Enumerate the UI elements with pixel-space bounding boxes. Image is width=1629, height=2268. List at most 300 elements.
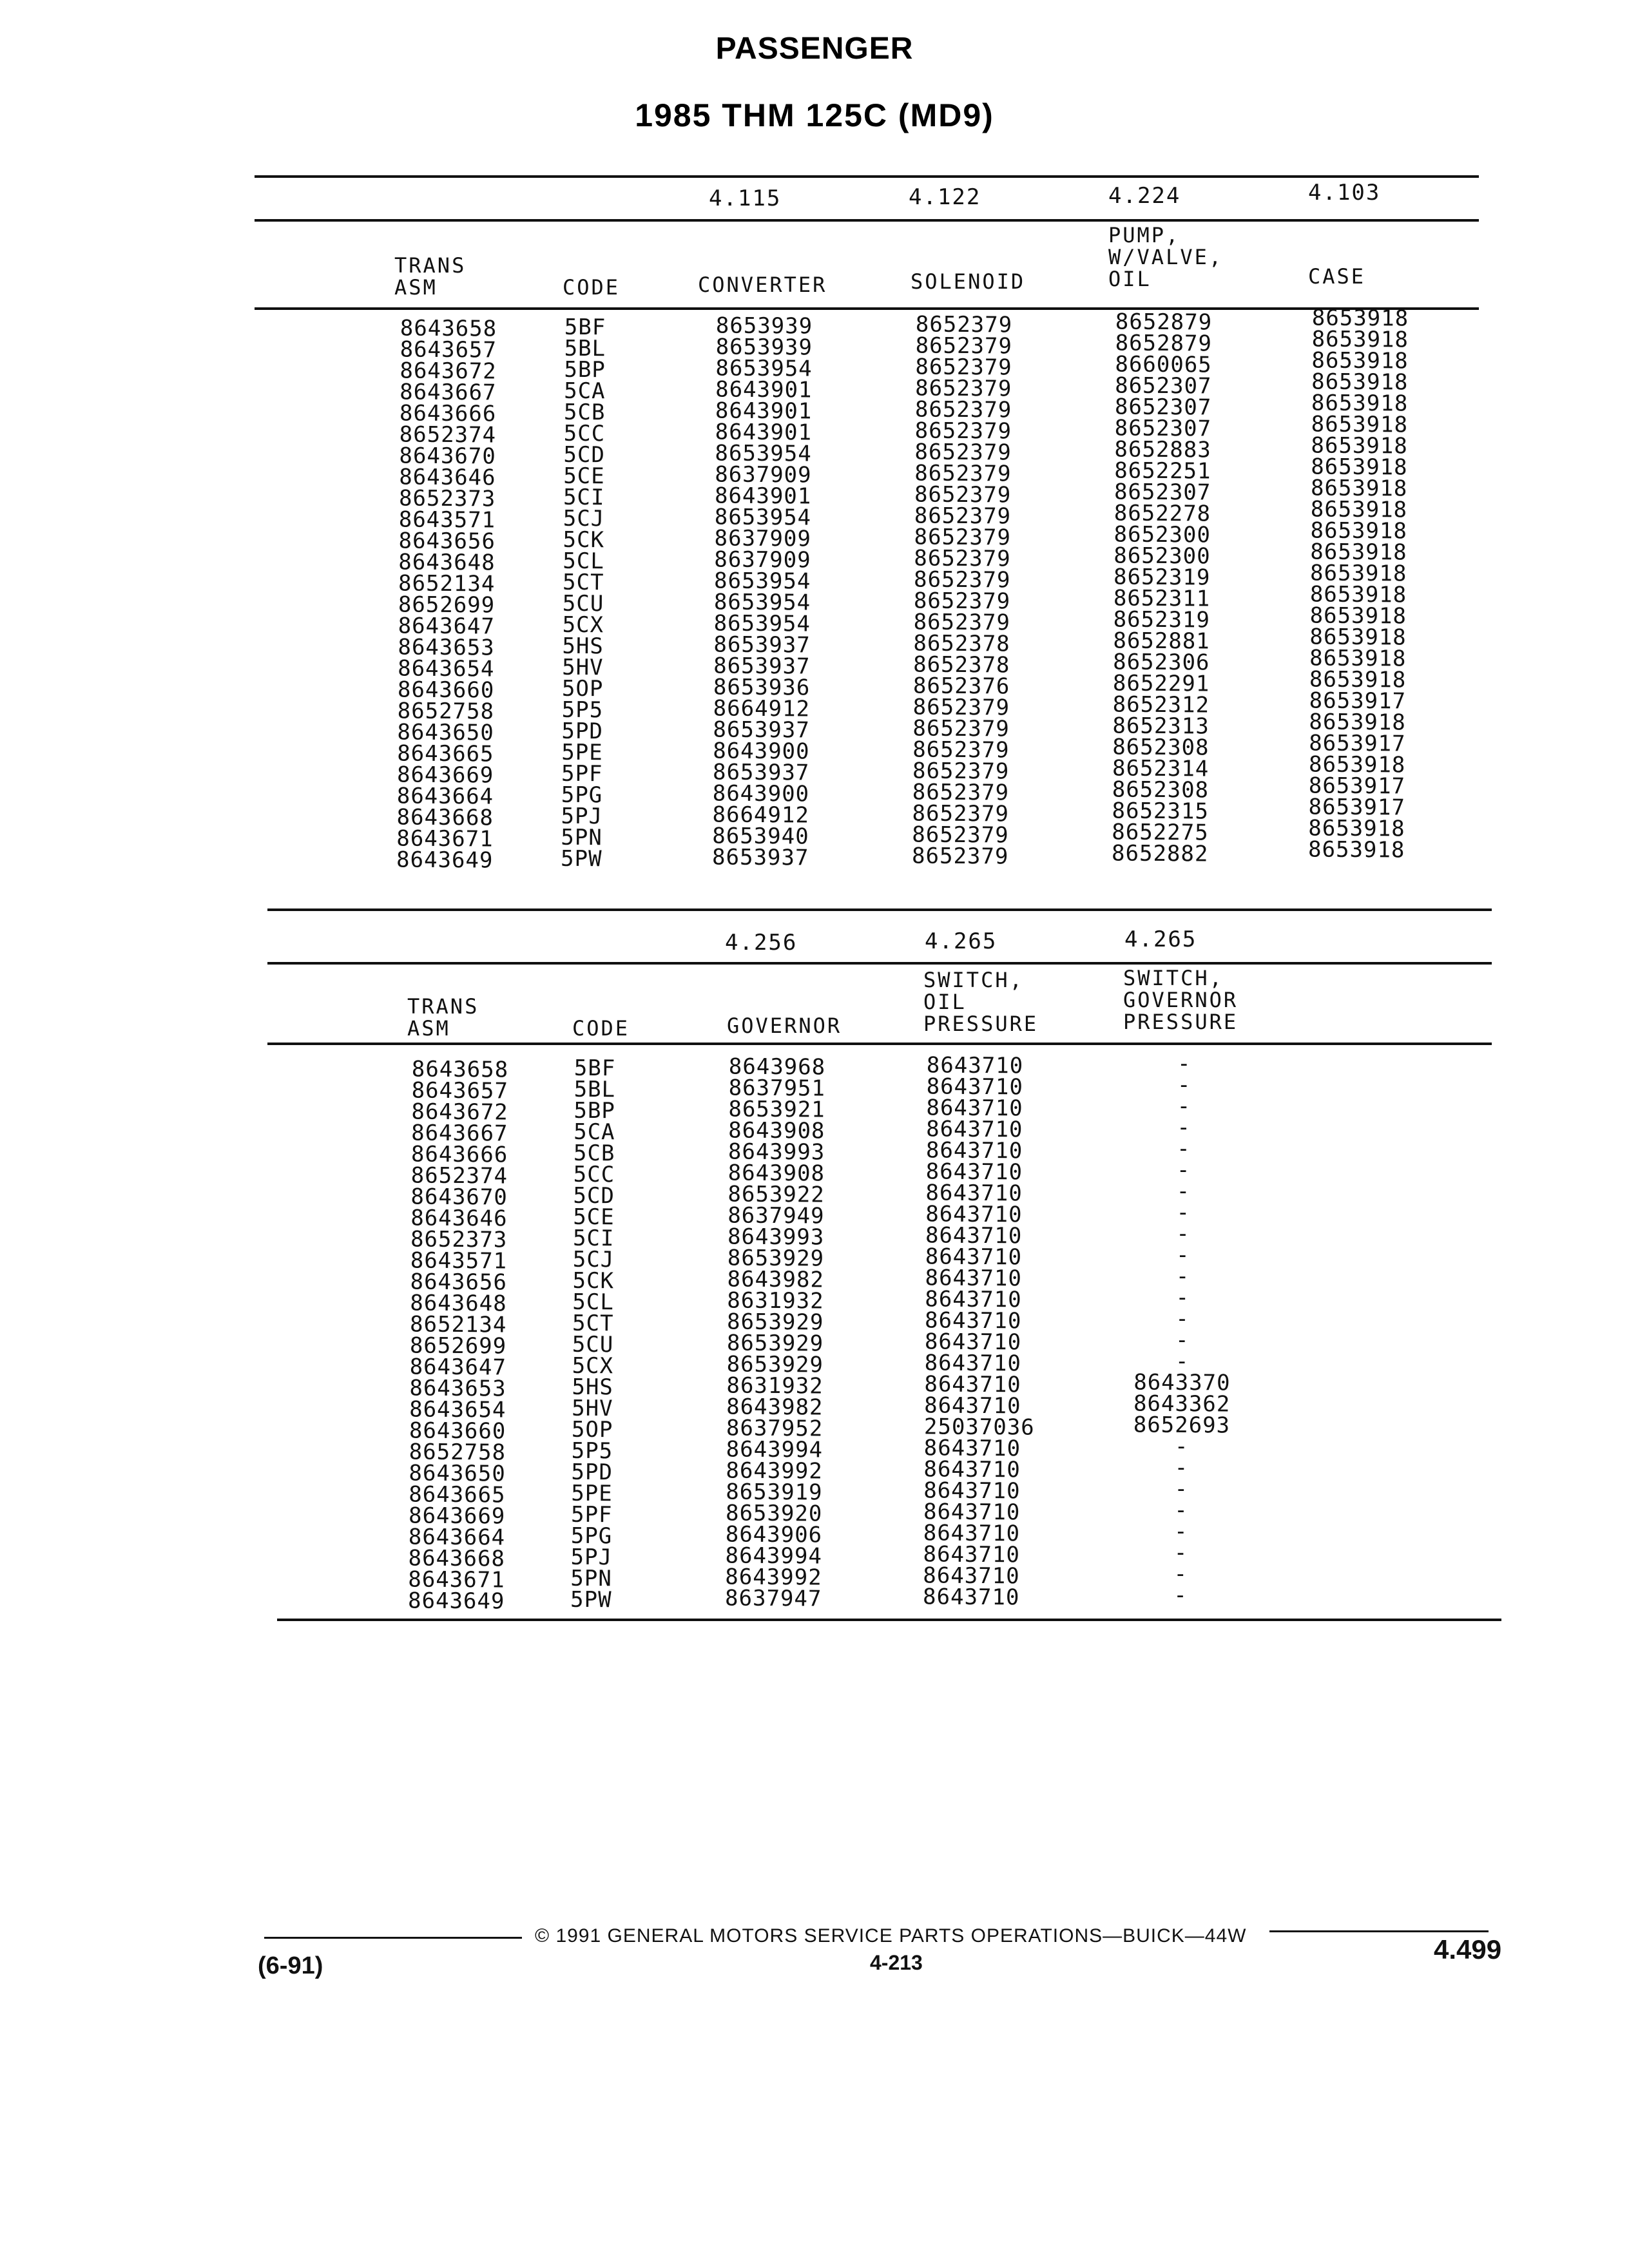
table-cell: 8643664 [408,1524,506,1551]
ref-oil-switch: 4.265 [925,928,998,954]
table-cell: 8653919 [726,1479,823,1506]
table-cell: 8652275 [1112,819,1209,846]
header-solenoid: SOLENOID [911,269,1026,294]
table-cell: 8652379 [914,439,1012,466]
table-cell: 8643666 [399,400,497,427]
header-trans-asm: TRANS ASM [394,253,467,300]
table-cell: 8643671 [408,1566,505,1593]
table-cell: 5HS [572,1374,613,1401]
table-cell: 8652379 [912,715,1010,742]
table-cell: 25037036 [923,1414,1035,1441]
table-cell: 5BL [574,1076,616,1103]
table-cell: 8652379 [914,396,1012,423]
table-cell: 5PW [560,845,602,872]
table-cell: 8653917 [1309,730,1406,757]
table-cell: 8653918 [1307,836,1405,863]
table-cell: 5PF [561,760,603,787]
table-cell: 8643901 [715,419,813,446]
table-cell: 8652379 [915,354,1012,381]
table-cell: - [1175,1348,1190,1375]
table-cell: 8643362 [1133,1390,1231,1418]
table-cell: 8653937 [713,716,810,744]
table-cell: 8637909 [714,525,812,552]
table-cell: 8643670 [399,443,496,470]
table-cell: 8653918 [1310,517,1408,544]
table-cell: 8631932 [727,1287,824,1314]
table-cell: - [1175,1242,1190,1269]
table-cell: 8643654 [398,655,495,682]
table-cell: 8653918 [1311,347,1409,374]
table-cell: 8643908 [728,1160,825,1187]
column2-oil-switch [922,1052,1037,1611]
table-cell: 8653922 [728,1181,825,1208]
table-cell: 8643710 [926,1052,1024,1079]
table-cell: 8653918 [1311,454,1408,481]
table-cell: 5PJ [570,1544,613,1571]
table-cell: - [1173,1561,1188,1588]
table-cell: 5OP [561,675,604,702]
table-cell: 8652879 [1115,330,1213,357]
table-cell: 8653954 [713,589,811,616]
table-cell: 8643901 [715,376,813,403]
table-cell: 8653918 [1311,369,1409,396]
table-cell: 8652379 [914,481,1012,508]
table-cell: 5CX [562,611,604,639]
table-cell: 5CI [563,484,605,511]
table-cell: 8643667 [411,1120,508,1147]
table-cell: 5PD [571,1459,613,1486]
table-cell: 5P5 [561,697,604,724]
table-cell: 8643710 [923,1520,1021,1547]
table-cell: 8643901 [714,483,812,510]
header-code: CODE [563,275,621,300]
table-cell: 8653918 [1309,645,1407,672]
table-cell: 8643672 [411,1099,508,1126]
table-cell: 8653918 [1310,475,1408,502]
footer-page-sub: 4-213 [870,1951,923,1974]
table-cell: 8643658 [400,315,497,342]
table-cell: 8643653 [398,634,495,661]
table-cell: 8653929 [726,1330,824,1357]
header2-code: CODE [572,1016,630,1041]
table-cell: 8652379 [912,736,1010,764]
table-cell: 8652378 [913,630,1010,657]
table-cell: 8653937 [713,653,811,680]
table-cell: 8660065 [1115,351,1212,378]
table-cell: 8631932 [726,1372,824,1399]
table-cell: 8653918 [1309,624,1407,651]
table-cell: 8652134 [398,570,496,597]
table-cell: 8643992 [725,1564,822,1591]
table-cell: 8653918 [1311,390,1409,417]
table-cell: 8643994 [725,1542,823,1570]
table-cell: 8643900 [712,780,810,807]
table-cell: 8637947 [724,1585,822,1612]
table-cell: 5CX [572,1352,614,1379]
table-cell: 8643710 [925,1244,1023,1271]
table-cell: 8652308 [1112,734,1210,761]
table-cell: 8643672 [400,358,497,385]
table-cell: - [1177,1093,1191,1120]
table-cell: - [1175,1263,1190,1290]
header2-trans-asm: TRANS ASM [407,994,479,1041]
table-cell: 8652307 [1114,394,1212,421]
table-cell: 8643710 [923,1562,1020,1590]
table-cell: 8652307 [1114,415,1212,442]
table-cell: 8643649 [407,1588,505,1615]
table-cell: 8653954 [713,610,811,637]
table-cell: 8653954 [715,355,813,382]
table-cell: 8643710 [924,1329,1022,1356]
column2-governor-switch [1126,1050,1239,1609]
table-cell: 8643656 [398,528,496,555]
table-cell: 8643654 [409,1396,506,1423]
table-cell: 8643671 [396,825,494,852]
table-cell: 5PW [570,1586,612,1613]
table-cell: 8643906 [725,1521,823,1548]
table-cell: 8652376 [912,673,1010,700]
table-cell: 8653917 [1308,794,1406,821]
footer-copyright: © 1991 GENERAL MOTORS SERVICE PARTS OPERATIONS—BUICK—44W [535,1925,1247,1946]
footer-rule-right [1269,1930,1489,1932]
table-cell: 5PE [561,739,603,766]
table-cell: 8643901 [715,398,813,425]
table-cell: 8652251 [1114,457,1211,485]
table-cell: 5PE [571,1480,613,1507]
table-cell: 5HV [562,654,604,681]
page-title: PASSENGER [715,32,914,66]
table-cell: 8643656 [410,1269,508,1296]
table-cell: 8653940 [712,823,809,850]
header-pump: PUMP, W/VALVE, OIL [1108,223,1224,291]
table-cell: 8652699 [409,1332,507,1360]
table-cell: 8652379 [914,460,1012,487]
table-cell: 8643670 [410,1184,508,1211]
table-cell: 8643646 [399,464,496,491]
table-cell: 8643710 [924,1371,1021,1398]
ref-solenoid: 4.122 [909,184,981,210]
table-cell: 8637909 [715,461,812,488]
table-cell: 5CJ [563,505,605,532]
table-cell: 8652693 [1133,1412,1231,1439]
table-cell: 5BF [574,1055,616,1082]
table-cell: 5CA [564,378,606,405]
table-cell: 8643710 [925,1137,1023,1164]
table-cell: 8643710 [925,1201,1023,1228]
table-cell: 8653929 [726,1351,824,1378]
table-cell: 8643649 [396,847,494,874]
table-cell: 8653921 [728,1096,825,1123]
table-cell: - [1174,1454,1189,1481]
table-cell: 8643650 [409,1460,506,1487]
footer-rule-left [264,1937,522,1939]
table-cell: 5OP [571,1416,613,1443]
table-cell: 5BL [564,335,606,362]
table-cell: 8643370 [1133,1369,1231,1396]
table-cell: 8652300 [1113,543,1211,570]
table-cell: 8652319 [1113,564,1211,591]
table-cell: 8652379 [914,545,1011,572]
table-cell: 8643710 [923,1456,1021,1483]
table-cell: 8643710 [924,1350,1022,1377]
table-cell: 8652379 [912,822,1009,849]
header-converter: CONVERTER [698,273,827,297]
table-cell: 8643982 [727,1266,825,1293]
table-cell: - [1175,1305,1190,1332]
table-cell: 8643667 [400,379,497,406]
table-cell: 8643647 [398,613,496,640]
table-cell: 5HV [572,1395,613,1422]
table-cell: 8643982 [726,1394,824,1421]
table-cell: - [1176,1157,1191,1184]
table-cell: 5CB [573,1140,615,1167]
table-cell: 8643710 [923,1435,1021,1462]
ref-case: 4.103 [1308,180,1381,206]
ref-governor-switch: 4.265 [1124,927,1197,952]
table-cell: 8653918 [1311,326,1409,353]
table-cell: 8653936 [713,674,811,701]
table-cell: 8643993 [727,1224,825,1251]
table-cell: 5CT [562,569,604,596]
table-cell: 5BP [564,356,606,383]
table-cell: 8653920 [725,1500,823,1527]
table-cell: - [1173,1582,1188,1609]
table-cell: 8653918 [1309,666,1407,693]
table-cell: 8643710 [922,1584,1020,1611]
table-cell: 8643665 [397,740,494,767]
table-cell: 5PD [561,718,604,745]
table-cell: 8643710 [923,1499,1021,1526]
table-cell: 8652379 [911,843,1009,870]
table-cell: 5CD [563,441,606,468]
table-cell: 8643664 [396,783,494,810]
table-cell: 8643668 [396,804,494,831]
table-cell: 8652379 [912,779,1010,806]
table-cell: 8643994 [726,1436,824,1463]
table-cell: 8652308 [1112,776,1210,803]
table-cell: 5CD [573,1182,615,1209]
table-cell: 8653918 [1309,581,1407,608]
table-cell: 8653918 [1309,709,1406,736]
ref-pump: 4.224 [1108,183,1181,209]
table-cell: 5PN [570,1565,612,1592]
table-cell: 5CE [573,1204,615,1231]
table-cell: 5PJ [561,803,603,830]
table-cell: 8652312 [1112,691,1210,718]
table-cell: 8643571 [398,506,496,533]
table-cell: 8653954 [715,440,812,467]
table-cell: 8652307 [1113,479,1211,506]
table-cell: 8653937 [711,844,809,871]
table-cell: 8643648 [410,1290,507,1317]
table-cell: 5CT [572,1310,614,1337]
table-cell: 8643992 [726,1457,823,1485]
table-cell: - [1177,1050,1191,1077]
table-cell: 5CB [563,399,606,426]
table-cell: 5CL [563,548,604,575]
header2-oil-switch: SWITCH, OIL PRESSURE [923,968,1039,1036]
column2-governor [724,1053,826,1612]
table-cell: 5P5 [571,1437,613,1465]
table-cell: 8652879 [1115,309,1213,336]
table-cell: 8643650 [397,719,494,746]
table-cell: - [1173,1539,1188,1566]
table-cell: 8652313 [1112,713,1210,740]
table-cell: 5CC [563,420,606,447]
table-cell: 8643710 [925,1180,1023,1207]
table-cell: 8643653 [409,1375,506,1402]
table-cell: 8643669 [408,1503,506,1530]
table-cell: 8652379 [912,758,1010,785]
table-cell: - [1176,1199,1191,1226]
table-cell: 5PN [561,824,602,851]
header-case: CASE [1308,264,1366,289]
table-cell: 5CE [563,463,605,490]
table-cell: 8643710 [926,1116,1023,1143]
table-cell: 8652881 [1113,628,1210,655]
table-cell: 8643710 [925,1286,1022,1313]
table-cell: 8653918 [1311,411,1409,438]
table-cell: - [1173,1518,1188,1545]
ref-governor: 4.256 [725,930,798,956]
table-cell: 8652379 [914,418,1012,445]
table-cell: 8652883 [1114,436,1211,463]
table-cell: - [1176,1178,1191,1205]
table-cell: 8652379 [912,694,1010,721]
table-cell: 8664912 [713,695,811,722]
table-cell: 5PG [561,782,603,809]
table-cell: 8652379 [915,332,1013,360]
table-cell: 8643646 [410,1205,508,1232]
table-cell: 8643710 [923,1541,1021,1568]
table-cell: 8643657 [411,1077,509,1104]
table-cell: 5CC [573,1161,615,1188]
table-cell: 8653918 [1310,496,1408,523]
table-cell: 8652379 [915,311,1013,338]
table-cell: 8652374 [399,421,497,448]
table-cell: 8653918 [1309,602,1407,629]
table-cell: 8643665 [409,1481,506,1508]
table-cell: - [1177,1135,1191,1162]
table-cell: 8652291 [1112,670,1210,697]
table-cell: 8652379 [914,503,1012,530]
header2-governor-switch: SWITCH, GOVERNOR PRESSURE [1123,966,1239,1034]
table-cell: 8637949 [728,1202,825,1229]
table-cell: 8643710 [926,1073,1024,1100]
table-cell: 8643710 [925,1265,1023,1292]
table-cell: 8643710 [923,1477,1021,1504]
table-cell: 8652278 [1113,500,1211,527]
table-cell: 8643710 [924,1307,1022,1334]
table-cell: 8652379 [914,524,1012,551]
table-cell: 5CK [572,1267,615,1294]
table-cell: 8643710 [925,1222,1023,1249]
table-cell: 8643669 [396,762,494,789]
table-cell: 8643660 [397,677,495,704]
table-cell: 8653917 [1309,687,1407,715]
table-cell: 8652306 [1113,649,1210,676]
table-cell: 8652315 [1112,798,1210,825]
table-cell: 8653939 [715,334,813,361]
table-cell: 5CA [574,1119,615,1146]
table-cell: 5CK [563,526,605,553]
table-cell: - [1174,1433,1189,1460]
table-cell: 5PG [570,1523,613,1550]
table-cell: 8653918 [1311,305,1409,332]
table-cell: 8653918 [1308,751,1406,778]
table-cell: 8653917 [1308,773,1406,800]
column2-code [570,1055,616,1613]
table-cell: 8643647 [409,1354,507,1381]
table-cell: 8643968 [728,1053,826,1081]
table-cell: 8637952 [726,1415,824,1442]
table-cell: 5CL [572,1289,614,1316]
table-cell: 8653954 [714,504,812,531]
column2-trans-asm [407,1056,509,1615]
table-cell: 8652134 [409,1311,507,1338]
table-cell: 8643710 [924,1392,1021,1419]
table-cell: 8643666 [410,1141,508,1168]
table-cell: 5CJ [572,1246,615,1273]
table-cell: - [1177,1072,1191,1099]
table-cell: 8653937 [713,631,811,658]
table-cell: - [1175,1284,1190,1311]
footer-page-number: 4.499 [1434,1934,1502,1965]
ref-converter: 4.115 [709,186,782,211]
table-cell: 8653939 [715,312,813,340]
table-cell: 8653929 [726,1309,824,1336]
table-cell: 5BP [574,1097,615,1124]
table-cell: 8643668 [408,1545,506,1572]
header2-governor: GOVERNOR [727,1014,842,1038]
table-cell: 8652379 [915,375,1012,402]
table-cell: - [1175,1327,1190,1354]
table-cell: 8652758 [397,698,495,725]
table-cell: 8643657 [400,336,497,363]
table-cell: 8652373 [410,1226,508,1253]
table-cell: 8653918 [1309,560,1407,587]
table-cell: 5HS [562,633,604,660]
table-cell: 8637909 [714,546,811,573]
table-cell: 8652699 [398,591,496,619]
table-cell: 8643648 [398,549,496,576]
table-cell: 8653937 [712,759,810,786]
table-cell: 5PF [570,1501,613,1528]
page-subtitle: 1985 THM 125C (MD9) [635,97,994,133]
table-cell: 8643571 [410,1247,508,1274]
table-cell: 8652373 [398,485,496,512]
table-cell: 8652311 [1113,585,1211,612]
table-cell: 8643710 [926,1095,1023,1122]
table-cell: 8652379 [913,609,1011,636]
table-cell: 8652758 [409,1439,506,1466]
table-cell: 5BF [564,314,606,341]
table-cell: 8652319 [1113,606,1211,633]
table-cell: - [1174,1497,1188,1524]
table-cell: 8653929 [727,1245,825,1272]
table-cell: 8652379 [913,588,1011,615]
table-cell: 8643908 [728,1117,825,1144]
table-cell: 8652314 [1112,755,1210,782]
table-cell: 8653918 [1311,432,1408,459]
table-cell: 8643993 [728,1139,825,1166]
table-cell: 8653918 [1308,815,1405,842]
table-cell: 8653918 [1310,539,1407,566]
table-cell: - [1174,1475,1189,1503]
table-cell: 8652300 [1113,521,1211,548]
table-cell: 5CU [562,590,604,617]
table-cell: 8637951 [728,1075,826,1102]
